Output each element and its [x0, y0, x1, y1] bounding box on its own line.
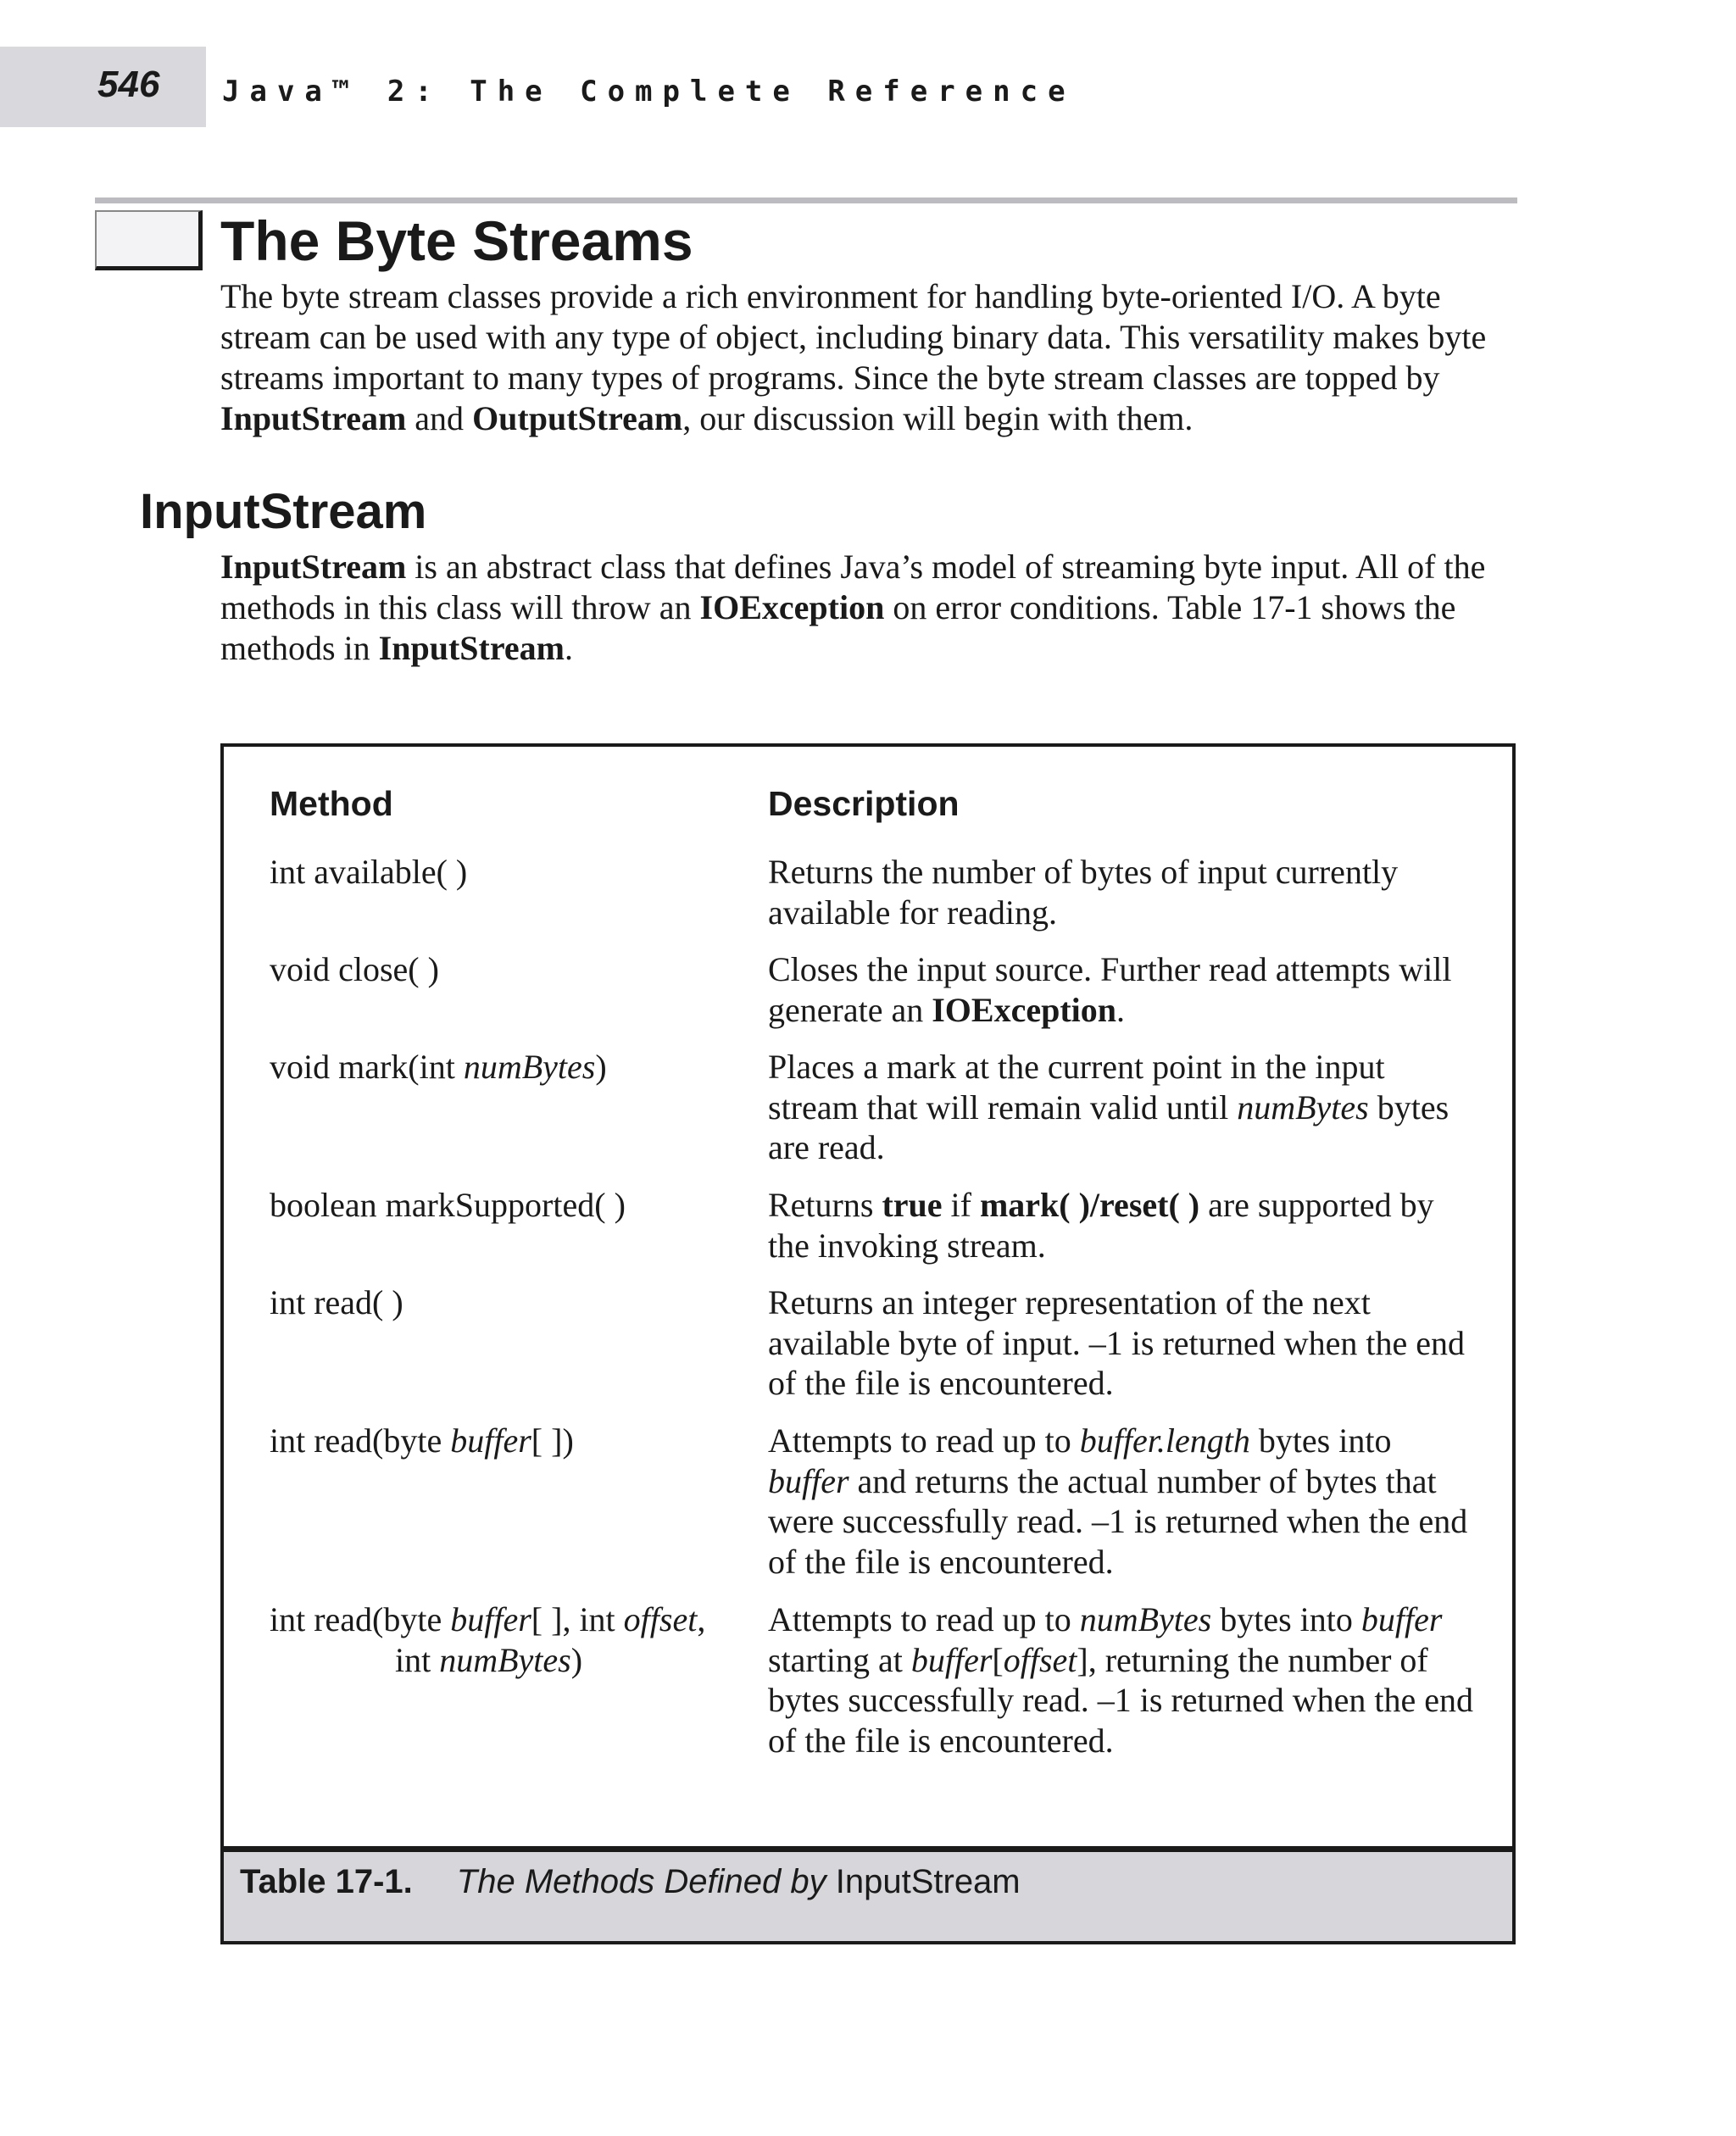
section-marker-icon: [95, 210, 203, 270]
description-cell: Closes the input source. Further read attempts will generate an IOException.: [768, 950, 1452, 1029]
table-caption-text: The Methods Defined by: [456, 1863, 826, 1900]
table-caption: [240, 1863, 1021, 1901]
page-number: 546: [97, 64, 160, 105]
description-cell: Attempts to read up to numBytes bytes into buffer starting at buffer[offset], returning the number of bytes successfully read. –1 is returned when the end of the file is encountered.: [768, 1600, 1473, 1760]
column-header-description: Description: [768, 784, 960, 823]
method-cell: void mark(int numBytes): [270, 1048, 607, 1086]
subsection-paragraph: InputStream is an abstract class that defines Java’s model of streaming byte input. All of the methods in this class will throw an IOException on error conditions. Table 17-1 shows the methods in InputStream.: [220, 548, 1486, 667]
section-rule: [95, 197, 1517, 203]
method-cell: int available( ): [270, 853, 468, 891]
table-caption-classname: InputStream: [835, 1863, 1021, 1900]
method-cell: int read(byte buffer[ ]): [270, 1421, 574, 1460]
description-cell: Attempts to read up to buffer.length bytes into buffer and returns the actual number of bytes that were successfully read. –1 is returned when the end of the file is encountered.: [768, 1421, 1468, 1581]
subsection-title: InputStream: [140, 484, 427, 539]
method-cell: int read( ): [270, 1283, 403, 1321]
method-cell: void close( ): [270, 950, 439, 988]
description-cell: Places a mark at the current point in the input stream that will remain valid until numBytes bytes are read.: [768, 1048, 1449, 1166]
table-caption-label: Table 17-1.: [240, 1863, 413, 1900]
column-header-method: Method: [270, 784, 393, 823]
method-cell: int read(byte buffer[ ], int offset, int numBytes): [270, 1600, 706, 1679]
description-cell: Returns an integer representation of the next available byte of input. –1 is returned when the end of the file is encountered.: [768, 1283, 1465, 1402]
description-cell: Returns true if mark( )/reset( ) are supported by the invoking stream.: [768, 1186, 1434, 1265]
section-title: The Byte Streams: [220, 209, 693, 272]
running-head-title: Java™ 2: The Complete Reference: [222, 75, 1076, 108]
method-cell: boolean markSupported( ): [270, 1186, 626, 1224]
section-intro-paragraph: The byte stream classes provide a rich environment for handling byte-oriented I/O. A byte stream can be used with any type of object, including binary data. This versatility makes byte streams important to many types of programs. Since the byte stream classes are topped by InputStream and OutputStream, our discussion will begin with them.: [220, 277, 1487, 437]
description-cell: Returns the number of bytes of input currently available for reading.: [768, 853, 1399, 932]
